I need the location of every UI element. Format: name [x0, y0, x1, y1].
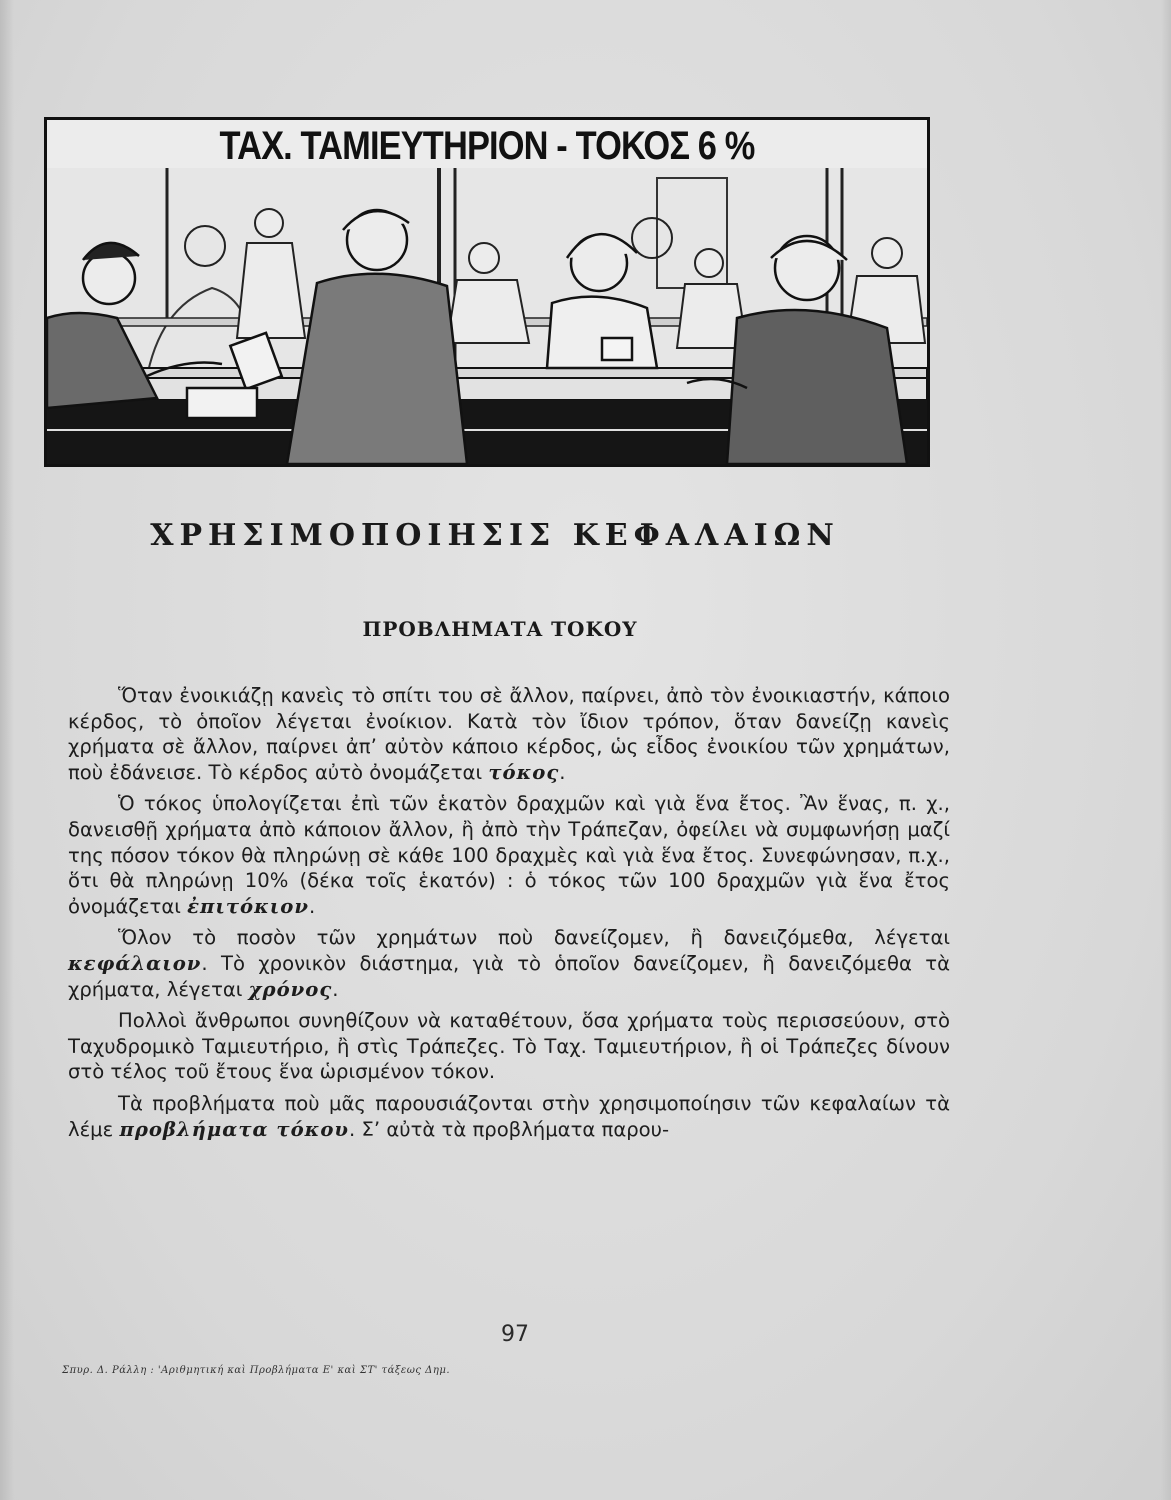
paragraph-2: [68, 791, 950, 919]
paragraph-5-text: Τὰ προβλήματα ποὺ μᾶς παρουσιάζονται στὴν χρησιμοποίησιν τῶν κεφαλαίων τὰ λέμε: [68, 1091, 950, 1141]
paragraph-2-text: Ὁ τόκος ὑπολογίζεται ἐπὶ τῶν ἑκατὸν δραχμῶν καὶ γιὰ ἕνα ἔτος. Ἂν ἕνας, π. χ., δανεισθῇ χρήματα ἀπὸ κάποιον ἄλλον, ἢ ἀπὸ τὴν Τράπεζαν, ὀφείλει νὰ συμφωνήσῃ μαζί της πόσον τόκον θὰ πληρώνῃ σὲ κάθε 100 δραχμὲς καὶ γιὰ ἕνα ἔτος. Συνεφώνησαν, π.χ., ὅτι θὰ πληρώνῃ 10% (δέκα τοῖς ἑκατόν) : ὁ τόκος τῶν 100 δραχμῶν γιὰ ἕνα ἔτος ὀνομάζεται: [68, 792, 950, 918]
paragraph-1-text: Ὅταν ἐνοικιάζῃ κανεὶς τὸ σπίτι του σὲ ἄλλον, παίρνει, ἀπὸ τὸν ἐνοικιαστήν, κάποιο κέρδος, τὸ ὁποῖον λέγεται ἐνοίκιον. Κατὰ τὸν ἴδιον τρόπον, ὅταν δανείζῃ κανεὶς χρήματα σὲ ἄλλον, παίρνει ἀπ’ αὐτὸν κάποιο κέρδος, ὡς εἶδος ἐνοικίου τῶν χρημάτων, ποὺ ἐδάνεισε. Τὸ κέρδος αὐτὸ ὀνομάζεται: [68, 684, 950, 784]
paragraph-3-end: .: [332, 977, 339, 1001]
bank-illustration: [44, 117, 930, 467]
paragraph-2-end: .: [308, 894, 316, 918]
paragraph-1: [68, 683, 950, 785]
term-tokos: τόκος: [488, 760, 560, 784]
section-subtitle: ΠΡΟΒΛΗΜΑΤΑ ΤΟΚΟΥ: [362, 617, 638, 641]
term-epitokion: ἐπιτόκιον: [187, 894, 309, 918]
page-edge-shadow-left: [0, 0, 14, 1500]
paragraph-1-end: .: [559, 760, 566, 784]
page-title: ΧΡΗΣΙΜΟΠΟΙΗΣΙΣ ΚΕΦΑΛΑΙΩΝ: [150, 518, 840, 553]
bank-banner: [47, 120, 927, 171]
term-kefalaion: κεφάλαιον: [68, 951, 202, 975]
term-provlimata-tokou: προβλήματα τόκου: [119, 1117, 350, 1141]
paragraph-3-text: Ὅλον τὸ ποσὸν τῶν χρημάτων ποὺ δανείζομεν, ἢ δανειζόμεθα, λέγεται: [118, 926, 950, 950]
paragraph-3: [68, 925, 950, 1002]
page-number: 97: [501, 1322, 529, 1347]
term-chronos: χρόνος: [248, 977, 333, 1001]
bank-banner-text: ΤΑΧ. ΤΑΜΙΕΥΤΗΡΙΟΝ - ΤΟΚΟΣ 6 %: [219, 124, 755, 168]
bank-counter-scene-icon: [47, 168, 927, 464]
footer-citation: Σπυρ. Δ. Ράλλη : 'Αριθμητική καὶ Προβλήματα Ε' καὶ ΣΤ' τάξεως Δημ.: [62, 1365, 451, 1376]
paragraph-4: [68, 1008, 950, 1085]
paragraph-3-middle: . Τὸ χρονικὸν διάστημα, γιὰ τὸ ὁποῖον δανείζομεν, ἢ δανειζόμεθα τὰ χρήματα, λέγεται: [68, 951, 950, 1001]
paragraph-4-text: Πολλοὶ ἄνθρωποι συνηθίζουν νὰ καταθέτουν, ὅσα χρήματα τοὺς περισσεύουν, στὸ Ταχυδρομικὸ Ταμιευτήριο, ἢ στὶς Τράπεζες. Τὸ Ταχ. Ταμιευτήριον, ἢ οἱ Τράπεζες δίνουν στὸ τέλος τοῦ ἔτους ἕνα ὡρισμένον τόκον.: [68, 1009, 950, 1084]
paragraph-5: [68, 1091, 950, 1142]
page-edge-shadow-right: [1161, 0, 1171, 1500]
body-text: [68, 683, 950, 1148]
paragraph-5-end: . Σ’ αὐτὰ τὰ προβλήματα παρου-: [349, 1117, 670, 1141]
